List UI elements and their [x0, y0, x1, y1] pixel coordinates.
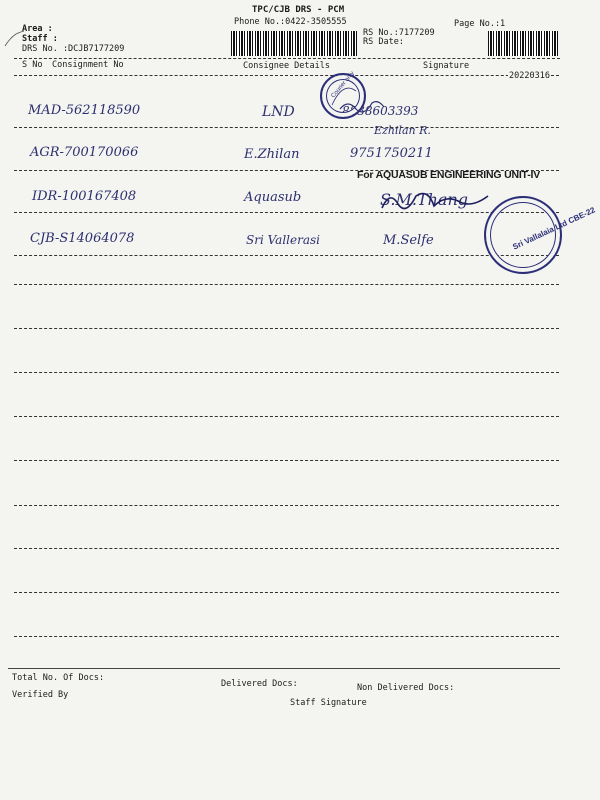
- drs-barcode-icon: [231, 31, 357, 56]
- row-1-signature: 8838603393: [342, 104, 419, 118]
- column-divider: [14, 75, 559, 76]
- staff-signature-label: Staff Signature: [290, 698, 367, 708]
- row-divider: [14, 127, 559, 128]
- row-4-signature: M.Selfe: [383, 233, 434, 248]
- phone-number: Phone No.:0422-3505555: [234, 17, 347, 27]
- rs-number: RS No.:7177209: [363, 28, 435, 38]
- col-signature: Signature: [423, 61, 470, 71]
- row-4-consignment: CJB-S14064078: [30, 231, 135, 246]
- row-divider: [14, 505, 559, 506]
- col-consignment: Consignment No: [52, 60, 124, 70]
- header-divider: [14, 58, 560, 59]
- company-stamp-text: For AQUASUB ENGINEERING UNIT-IV: [357, 169, 541, 181]
- area-label: Area :: [22, 24, 53, 34]
- row-divider: [14, 372, 559, 373]
- row-4-consignee: Sri Vallerasi: [246, 233, 320, 247]
- delivered-docs-label: Delivered Docs:: [221, 679, 298, 689]
- signature-scribble-icon: [376, 186, 496, 220]
- rs-barcode-icon: [488, 31, 558, 56]
- total-docs-label: Total No. Of Docs:: [12, 673, 105, 683]
- row-2-consignee: E.Zhilan: [244, 147, 300, 162]
- drs-number: DRS No. :DCJB7177209: [22, 44, 125, 54]
- row-1-consignee: LND: [262, 104, 295, 120]
- rs-date: RS Date:: [363, 37, 404, 47]
- footer-divider: [8, 668, 560, 669]
- row-3-consignee: Aquasub: [244, 190, 302, 205]
- non-delivered-docs-label: Non Delivered Docs:: [357, 683, 455, 693]
- row-divider: [14, 284, 559, 285]
- initial-scribble-icon: [336, 97, 388, 119]
- row-divider: [14, 416, 559, 417]
- verified-by-label: Verified By: [12, 690, 69, 700]
- print-date: 20220316: [509, 71, 550, 81]
- row-divider: [14, 170, 559, 171]
- staff-label: Staff :: [22, 34, 58, 44]
- row-divider: [14, 592, 559, 593]
- round-stamp-text: Sri Vallalaia Ltd CBE-22: [511, 205, 597, 252]
- row-1-receiver-name: Ezhilan R.: [374, 124, 431, 137]
- col-sno: S No: [22, 60, 43, 70]
- row-divider: [14, 328, 559, 329]
- row-divider: [14, 460, 559, 461]
- row-divider: [14, 255, 559, 256]
- row-2-consignment: AGR-700170066: [30, 145, 139, 160]
- row-1-consignment: MAD-562118590: [28, 103, 141, 118]
- col-consignee: Consignee Details: [243, 61, 330, 71]
- row-divider: [14, 548, 559, 549]
- row-2-signature: 9751750211: [350, 146, 433, 161]
- document-title: TPC/CJB DRS - PCM: [252, 5, 345, 15]
- page-number: Page No.:1: [454, 19, 506, 29]
- row-divider: [14, 636, 559, 637]
- courier-stamp-text: Courier only: [330, 70, 356, 100]
- row-3-consignment: IDR-100167408: [32, 189, 137, 204]
- row-3-signature: S.M.Thang: [380, 190, 469, 209]
- pen-mark-icon: [2, 28, 28, 50]
